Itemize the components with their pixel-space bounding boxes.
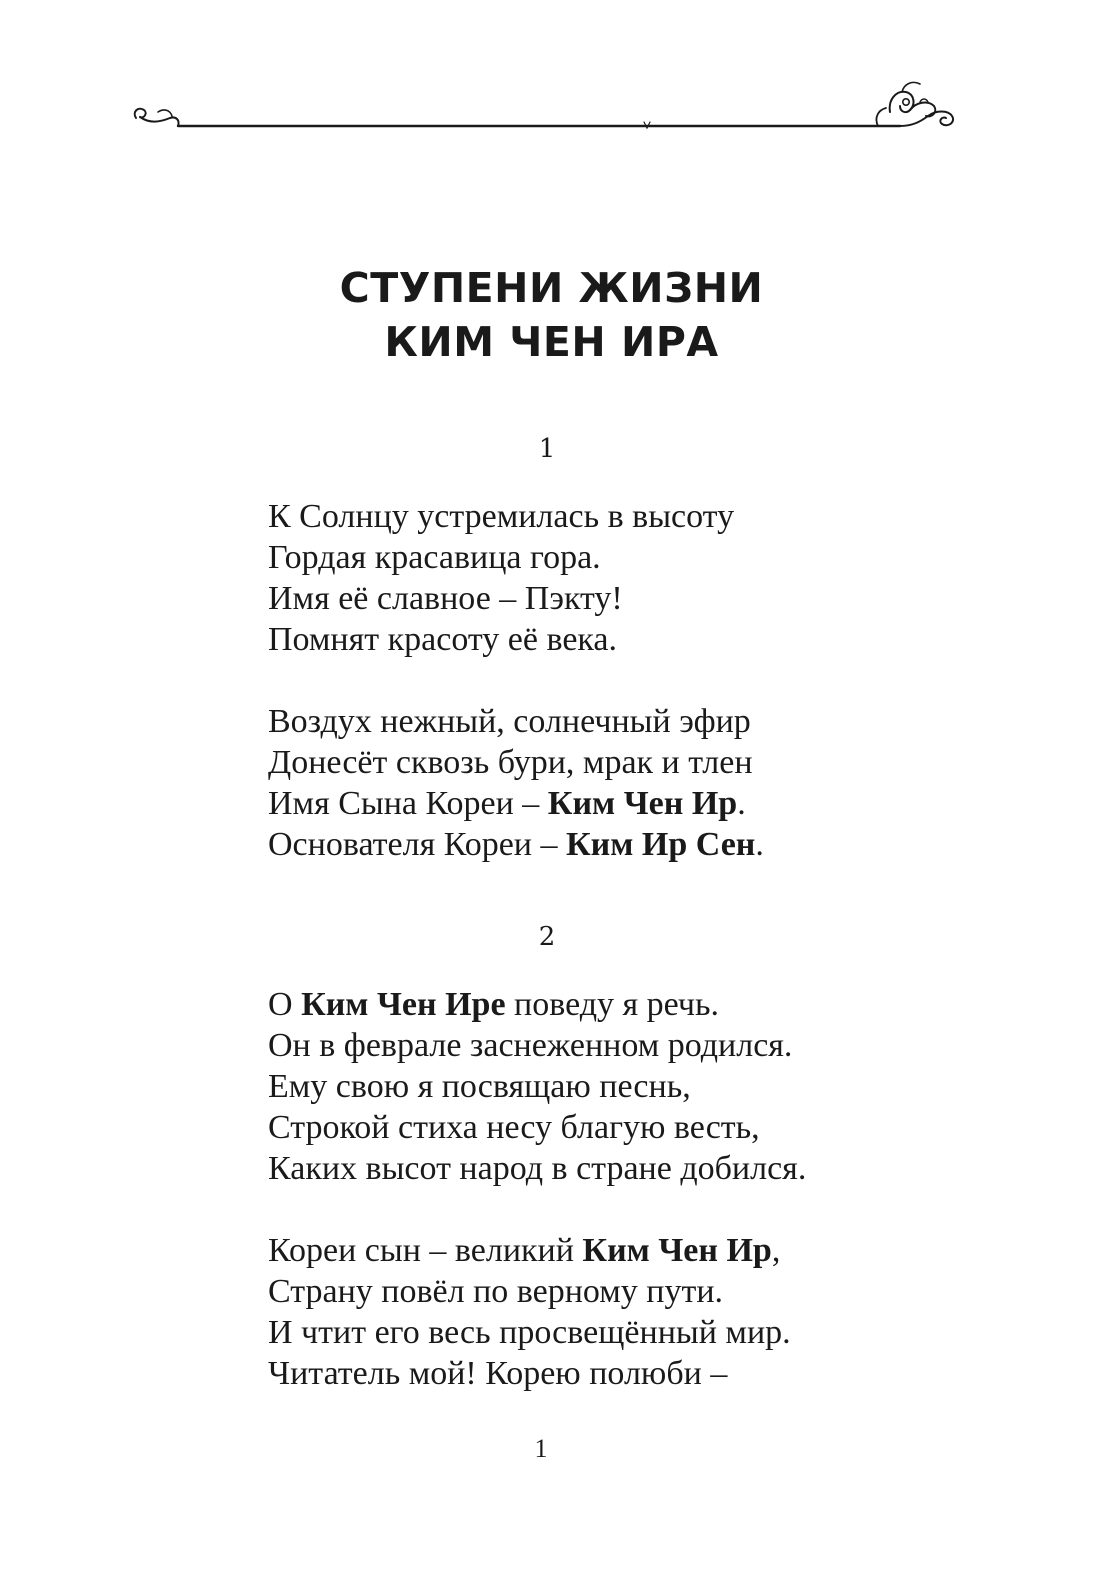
poem-line: Основателя Кореи – Ким Ир Сен. [268, 826, 764, 863]
stanza-1-1 [268, 496, 734, 660]
poem-line: Каких высот народ в стране добился. [268, 1150, 807, 1187]
emphasized-name: Ким Чен Ир [547, 785, 738, 822]
poem-line: Страну повёл по верному пути. [268, 1273, 724, 1310]
section-number-2: 2 [538, 922, 556, 952]
poem-line: Донесёт сквозь бури, мрак и тлен [268, 744, 753, 781]
poem-line: И чтит его весь просвещённый мир. [268, 1314, 791, 1351]
poem-line: Он в феврале заснеженном родился. [268, 1027, 793, 1064]
poem-line: Гордая красавица гора. [268, 539, 601, 576]
page-title-line-2: КИМ ЧЕН ИРА [384, 318, 719, 366]
emphasized-name: Ким Ир Сен [565, 826, 756, 863]
poem-line: Имя её славное – Пэкту! [268, 580, 623, 617]
stanza-1-2 [268, 701, 764, 865]
poem-line: Читатель мой! Корею полюби – [268, 1355, 728, 1392]
poem-line: К Солнцу устремилась в высоту [268, 498, 735, 535]
floral-header-divider-icon [130, 72, 970, 142]
poem-line: Кореи сын – великий Ким Чен Ир, [268, 1232, 781, 1269]
page-number: 1 [534, 1434, 548, 1463]
poem-line: Ему свою я посвящаю песнь, [268, 1068, 691, 1105]
poem-line: Воздух нежный, солнечный эфир [268, 703, 751, 740]
poem-line: Имя Сына Кореи – Ким Чен Ир. [268, 785, 746, 822]
section-number-1: 1 [538, 434, 556, 464]
stanza-2-2 [268, 1230, 791, 1394]
poem-line: Помнят красоту её века. [268, 621, 617, 658]
emphasized-name: Ким Чен Ире [301, 986, 506, 1023]
stanza-2-1 [268, 984, 806, 1189]
emphasized-name: Ким Чен Ир [582, 1232, 772, 1269]
poem-line: О Ким Чен Ире поведу я речь. [268, 986, 720, 1023]
page-title-line-1: СТУПЕНИ ЖИЗНИ [339, 264, 764, 312]
poem-line: Строкой стиха несу благую весть, [268, 1109, 760, 1146]
